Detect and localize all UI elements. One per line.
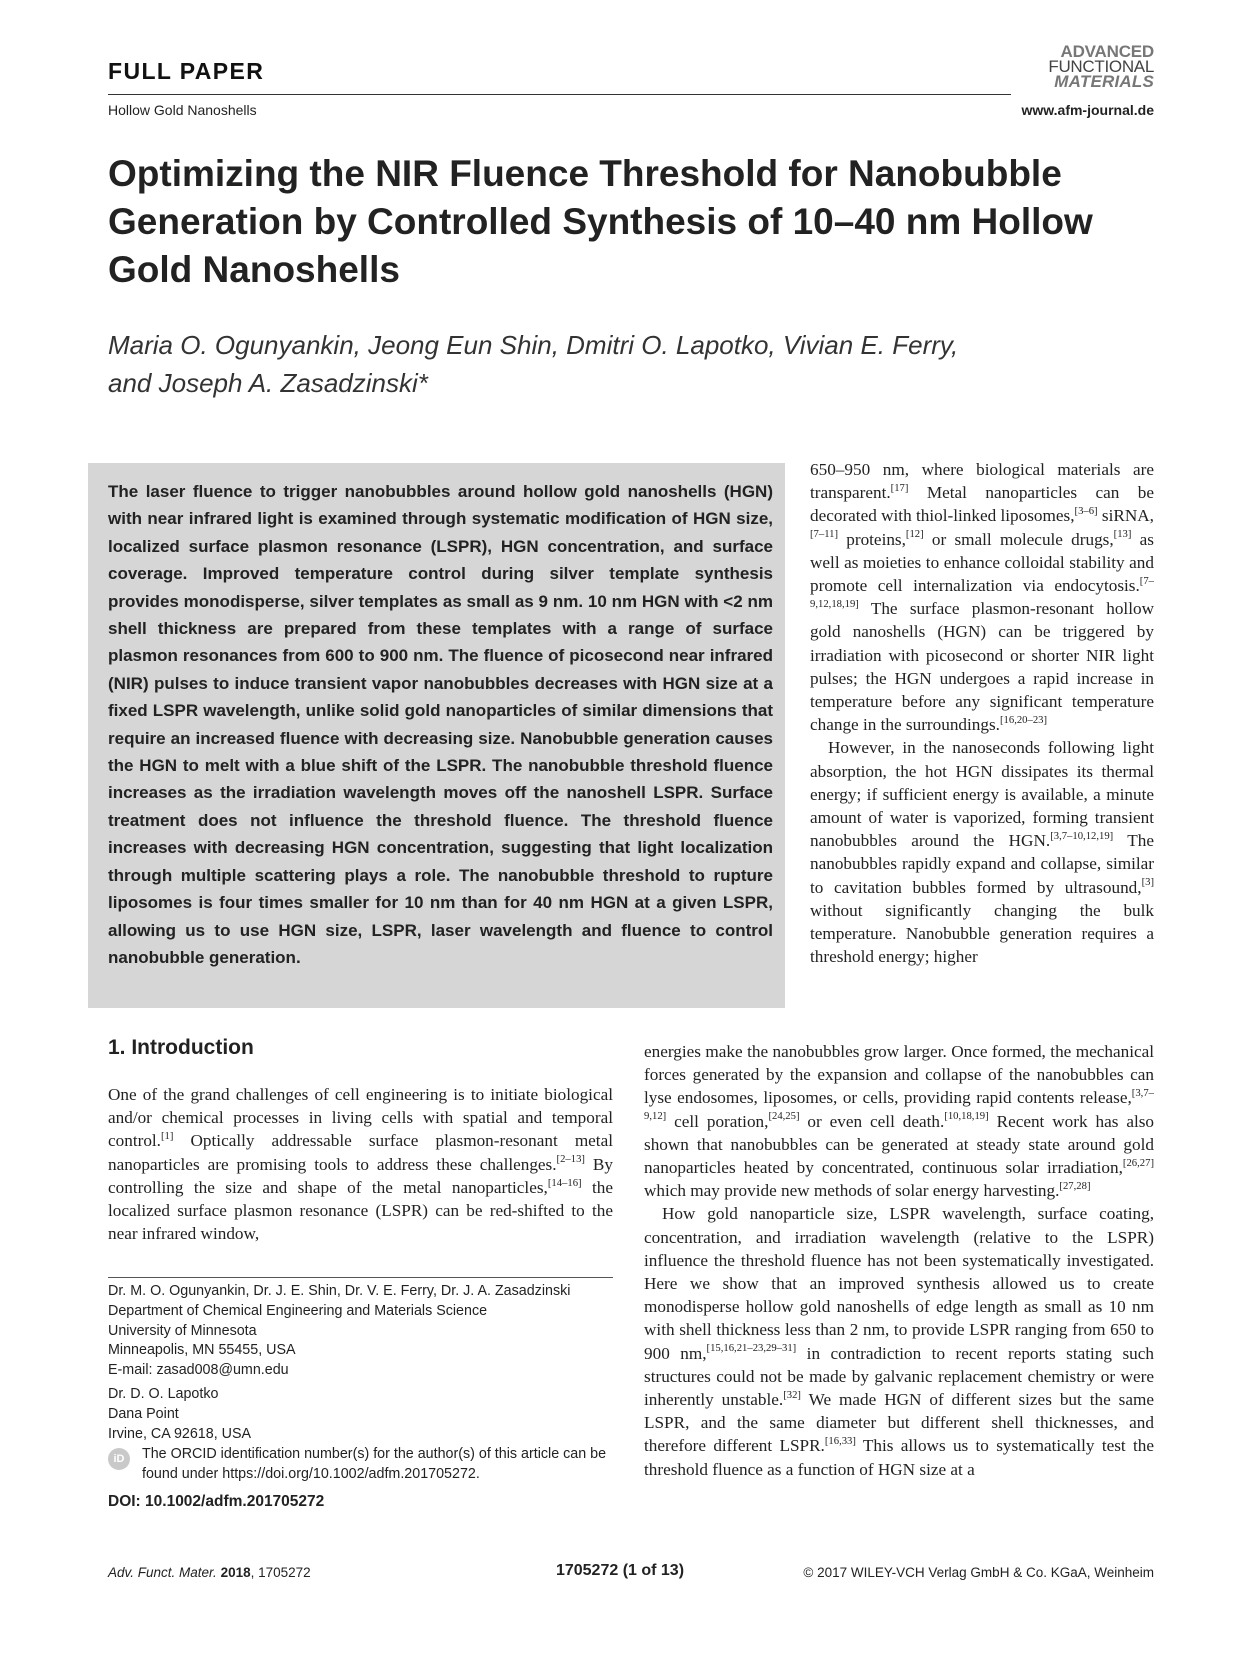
paragraph-nanobubble-dynamics: However, in the nanoseconds following light absorption, the hot HGN dissipates its thermal energy; if sufficient energy is available, a minute amount of water is vaporized, forming transient nanobubbles around the HGN.[3,7–10,12,19] The nanobubbles rapidly expand and collapse, similar to cavitation bubbles formed by ultrasound,[3] without significantly changing the bulk temperature. Nanobubble generation requires a threshold energy; higher bbox=[810, 738, 1154, 967]
abstract-box bbox=[88, 463, 785, 1008]
footer-journal: Adv. Funct. Mater. bbox=[108, 1565, 217, 1580]
paragraph-introduction: One of the grand challenges of cell engineering is to initiate biological and/or chemical processes in living cells with spatial and temporal control.[1] Optically addressable surface plasmon-resonant metal nanoparticles are promising tools to address these challenges.[2–13] By controlling the size and shape of the metal nanoparticles,[14–16] the localized surface plasmon resonance (LSPR) can be red-shifted to the near infrared window, bbox=[108, 1085, 613, 1244]
affiliation-line: University of Minnesota bbox=[108, 1322, 257, 1339]
citation-ref[interactable]: [3,7–9,12] bbox=[644, 1088, 1154, 1123]
orcid-icon[interactable]: iD bbox=[108, 1448, 130, 1470]
citation-ref[interactable]: [27,28] bbox=[1059, 1180, 1091, 1192]
affiliation-line: Dr. D. O. Lapotko bbox=[108, 1385, 219, 1402]
citation-ref[interactable]: [3–6] bbox=[1074, 506, 1098, 518]
footer-year: 2018 bbox=[220, 1565, 251, 1580]
journal-logo bbox=[1010, 44, 1154, 89]
affiliation-line: Minneapolis, MN 55455, USA bbox=[108, 1342, 296, 1359]
paragraph-intro-continued: 650–950 nm, where biological materials are transparent.[17] Metal nanoparticles can be decorated with thiol-linked liposomes,[3–6] siRNA,[7–11] proteins,[12] or small molecule drugs,[13] as well as moieties to enhance colloidal stability and promote cell internalization via endocytosis.[7–9,12,18,19] The surface plasmon-resonant hollow gold nanoshells (HGN) can be triggered by irradiation with picosecond or shorter NIR light pulses; the HGN undergoes a rapid increase in temperature before any significant temperature change in the surroundings.[16,20–23] bbox=[810, 460, 1154, 735]
body-column-left bbox=[108, 1083, 613, 1245]
citation-ref[interactable]: [12] bbox=[905, 529, 924, 541]
journal-website-link[interactable]: www.afm-journal.de bbox=[1021, 102, 1154, 118]
doi-label[interactable]: DOI: 10.1002/adfm.201705272 bbox=[108, 1493, 325, 1510]
header-rule bbox=[108, 94, 1011, 95]
orcid-note bbox=[108, 1445, 628, 1485]
citation-ref[interactable]: [15,16,21–23,29–31] bbox=[706, 1343, 797, 1355]
contact-email[interactable]: E-mail: zasad008@umn.edu bbox=[108, 1362, 289, 1379]
affiliation-line: Dana Point bbox=[108, 1405, 179, 1422]
citation-ref[interactable]: [16,20–23] bbox=[999, 714, 1048, 726]
citation-ref[interactable]: [1] bbox=[160, 1131, 174, 1143]
logo-line-1: ADVANCED bbox=[1060, 42, 1154, 61]
paragraph-study-aims: How gold nanoparticle size, LSPR wavelength, surface coating, concentration, and irradiation wavelength (relative to the LSPR) influence the threshold fluence has not been systematically investigated. Here we show that an improved synthesis allowed us to create monodisperse hollow gold nanoshells of edge length as small as 10 nm with shell thickness less than 2 nm, to provide LSPR ranging from 650 to 900 nm,[15,16,21–23,29–31] in contradiction to recent reports stating such structures could not be made by galvanic replacement chemistry or were inherently unstable.[32] We made HGN of different sizes but the same LSPR, and the same diameter but different shell thicknesses, and therefore different LSPR.[16,33] This allows us to systematically test the threshold fluence as a function of HGN size at a bbox=[644, 1204, 1154, 1479]
authors-line-1: Maria O. Ogunyankin, Jeong Eun Shin, Dmitri O. Lapotko, Vivian E. Ferry, bbox=[108, 330, 959, 360]
article-title: Optimizing the NIR Fluence Threshold for Nanobubble Generation by Controlled Synthesis of 10–40 nm Hollow Gold Nanoshells bbox=[108, 153, 1093, 290]
citation-ref[interactable]: [17] bbox=[890, 482, 909, 494]
citation-ref[interactable]: [7–9,12,18,19] bbox=[810, 575, 1154, 610]
citation-ref[interactable]: [13] bbox=[1113, 529, 1132, 541]
paragraph-nanobubble-applications: energies make the nanobubbles grow larger. Once formed, the mechanical forces generated by the expansion and collapse of the nanobubbles can lyse endosomes, liposomes, or cells, providing rapid contents release,[3,7–9,12] cell poration,[24,25] or even cell death.[10,18,19] Recent work has also shown that nanobubbles can be generated at steady state around gold nanoparticles heated by concentrated, continuous solar irradiation,[26,27] which may provide new methods of solar energy harvesting.[27,28] bbox=[644, 1042, 1155, 1201]
affiliation-group-2 bbox=[108, 1385, 628, 1444]
abstract-text: The laser fluence to trigger nanobubbles around hollow gold nanoshells (HGN) with near infrared light is examined through systematic modification of HGN size, localized surface plasmon resonance (LSPR), HGN concentration, and surface coverage. Improved temperature control during silver template synthesis provides monodisperse, silver templates as small as 9 nm. 10 nm HGN with <2 nm shell thickness are prepared from these templates with a range of surface plasmon resonances from 600 to 900 nm. The fluence of picosecond near infrared (NIR) pulses to induce transient vapor nanobubbles decreases with HGN size at a fixed LSPR wavelength, unlike solid gold nanoparticles of similar dimensions that require an increased fluence with decreasing size. Nanobubble generation causes the HGN to melt with a blue shift of the LSPR. The nanobubble threshold fluence increases as the irradiation wavelength moves off the nanoshell LSPR. Surface treatment does not influence the threshold fluence. The threshold fluence increases with decreasing HGN concentration, suggesting that light localization through multiple scattering plays a role. The nanobubble threshold to rupture liposomes is four times smaller for 10 nm than for 40 nm HGN at a given LSPR, allowing us to use HGN size, LSPR, laser wavelength and fluence to control nanobubble generation. bbox=[108, 482, 773, 967]
affiliations bbox=[108, 1282, 628, 1448]
citation-ref[interactable]: [26,27] bbox=[1122, 1157, 1154, 1169]
affiliation-line: Irvine, CA 92618, USA bbox=[108, 1425, 252, 1442]
citation-ref[interactable]: [16,33] bbox=[824, 1436, 856, 1448]
footer-citation bbox=[108, 1565, 311, 1580]
affiliation-rule bbox=[108, 1277, 613, 1278]
citation-ref[interactable]: [24,25] bbox=[768, 1111, 800, 1123]
footer-article-number: , 1705272 bbox=[250, 1565, 311, 1580]
orcid-note-text: The ORCID identification number(s) for the author(s) of this article can be found under https://doi.org/10.1002/adfm.201705272. bbox=[142, 1446, 607, 1482]
authors-line-2: and Joseph A. Zasadzinski* bbox=[108, 368, 428, 398]
citation-ref[interactable]: [14–16] bbox=[547, 1177, 582, 1189]
body-column-top-right bbox=[810, 458, 1154, 968]
logo-line-3: MATERIALS bbox=[1054, 72, 1154, 91]
page-number: 1705272 (1 of 13) bbox=[555, 1562, 685, 1579]
section-heading-introduction: 1. Introduction bbox=[108, 1036, 254, 1059]
logo-line-2: FUNCTIONAL bbox=[1048, 57, 1154, 76]
header-subtitle: Hollow Gold Nanoshells bbox=[108, 102, 257, 118]
citation-ref[interactable]: [32] bbox=[783, 1389, 801, 1401]
section-label: FULL PAPER bbox=[108, 58, 265, 84]
citation-ref[interactable]: [10,18,19] bbox=[944, 1111, 989, 1123]
citation-ref[interactable]: [7–11] bbox=[810, 529, 839, 541]
citation-ref[interactable]: [3] bbox=[1141, 877, 1154, 889]
author-list bbox=[108, 326, 1168, 402]
affiliation-line: Dr. M. O. Ogunyankin, Dr. J. E. Shin, Dr. V. E. Ferry, Dr. J. A. Zasadzinski bbox=[108, 1283, 571, 1299]
copyright-notice: © 2017 WILEY-VCH Verlag GmbH & Co. KGaA, Weinheim bbox=[803, 1565, 1154, 1580]
body-column-right bbox=[644, 1040, 1154, 1481]
affiliation-group-1 bbox=[108, 1282, 628, 1381]
citation-ref[interactable]: [3,7–10,12,19] bbox=[1050, 830, 1114, 842]
affiliation-line: Department of Chemical Engineering and Materials Science bbox=[108, 1302, 488, 1319]
citation-ref[interactable]: [2–13] bbox=[556, 1154, 585, 1166]
